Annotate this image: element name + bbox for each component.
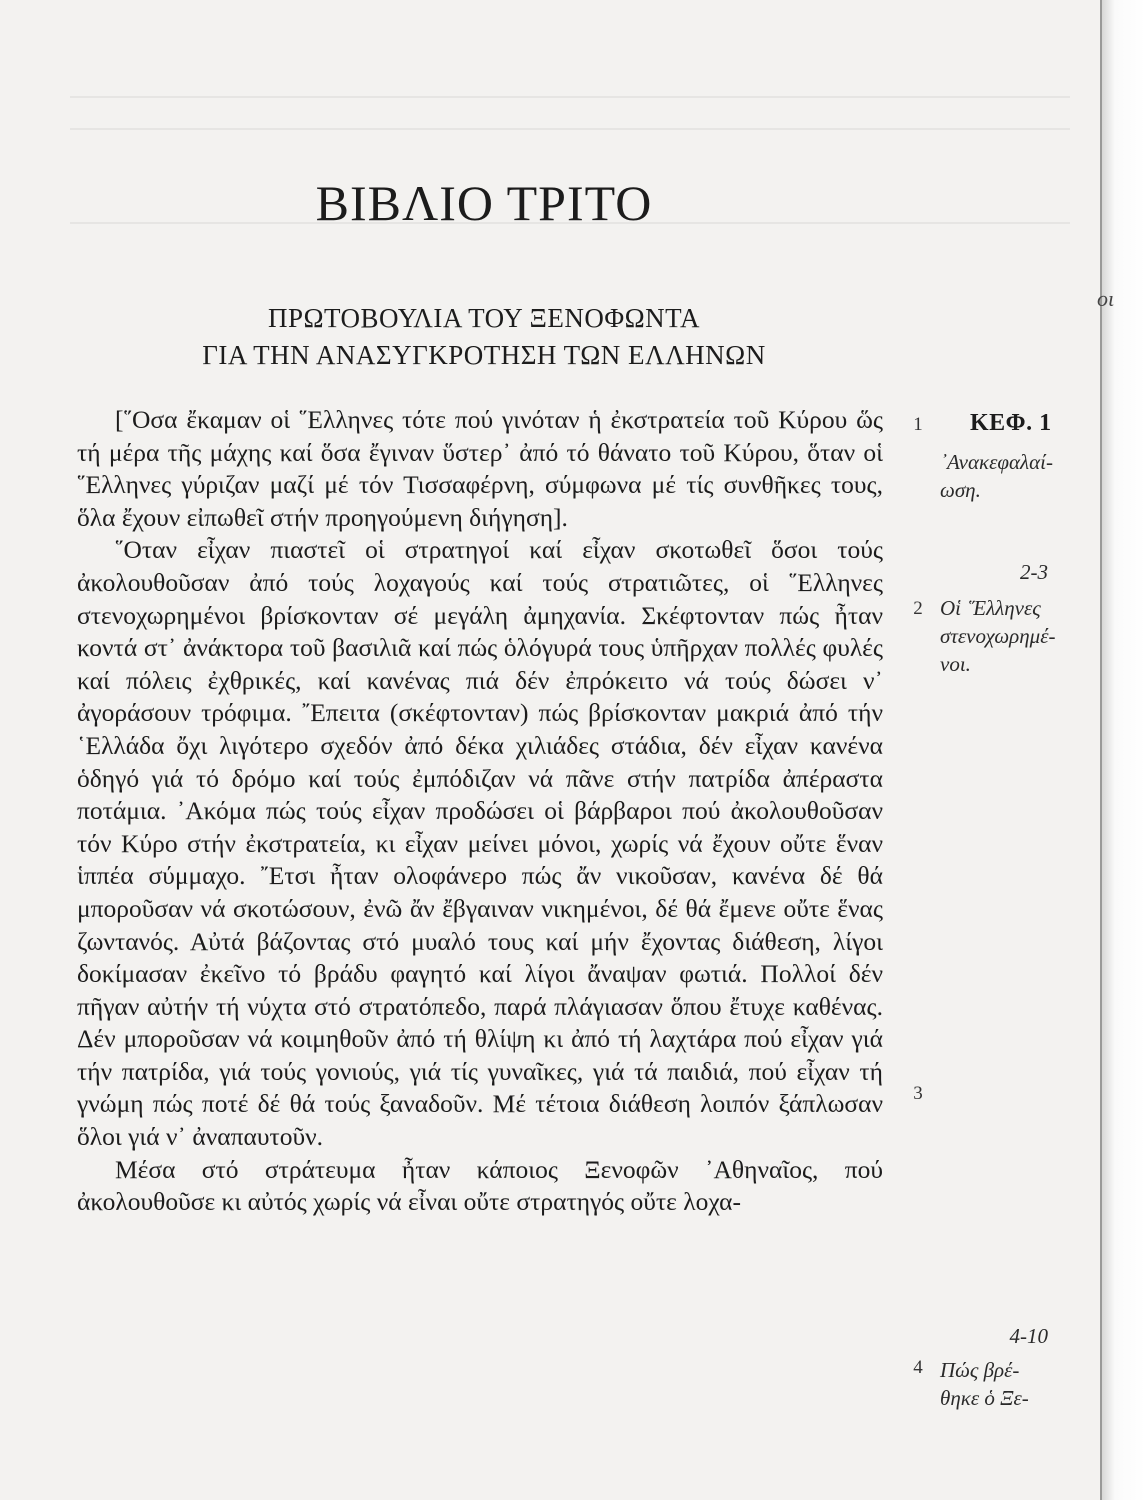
margin-note-xenophon: Πώς βρέ- θηκε ὁ Ξε- [940, 1358, 1029, 1410]
facing-page-fragment: οι [1097, 286, 1115, 311]
show-through-line [70, 96, 1070, 98]
chapter-label: ΚΕΦ. 1 [970, 410, 1052, 436]
margin-note-summary: ᾽Ανακεφαλαί- ωση. [940, 450, 1053, 502]
paragraph-summary: [῞Οσα ἔκαμαν οἱ ῞Ελληνες τότε πού γινόταν ἡ ἐκστρατεία τοῦ Κύρου ὥς τή μέρα τῆς μάχης καί ὅσα ἔγιναν ὕστερ᾽ ἀπό τό θάνατο τοῦ Κύρου, ὅταν οἱ ῞Ελληνες γύριζαν μαζί μέ τόν Τισσαφέρνη, σύμφωνα μέ τίς συνθῆκες τους, ὅλα ἔχουν εἰπωθεῖ στήν προηγούμενη διήγηση]. [77, 405, 883, 532]
section-heading-line-1: ΠΡΩΤΟΒΟΥΛΙΑ ΤΟΥ ΞΕΝΟΦΩΝΤΑ [267, 303, 701, 333]
section-number: 2 [913, 598, 923, 619]
book-title: ΒΙΒΛΙΟ ΤΡΙΤΟ [315, 174, 653, 231]
body-text [77, 404, 883, 1219]
paragraph-greeks-dismay: ῞Οταν εἶχαν πιαστεῖ οἱ στρατηγοί καί εἶχαν σκοτωθεῖ ὅσοι τούς ἀκολουθοῦσαν ἀπό τούς λοχαγούς καί τούς στρατιῶτες, οἱ ῞Ελληνες στενοχωρημένοι βρίσκονταν σέ μεγάλη ἀμηχανία. Σκέφτονταν πώς ἦταν κοντά στ᾽ ἀνάκτορα τοῦ βασιλιᾶ καί πώς ὁλόγυρά τους ὑπῆρχαν πολλές φυλές καί πόλεις ἐχθρικές, καί κανένας πιά δέν ἐπρόκειτο νά τούς δώσει ν᾽ ἀγοράσουν τρόφιμα. ῎Επειτα (σκέφτονταν) πώς βρίσκονταν μακριά ἀπό τήν ῾Ελλάδα ὄχι λιγότερο σχεδόν ἀπό δέκα χιλιάδες στάδια, δέν εἶχαν κανένα ὁδηγό γιά τό δρόμο καί τούς ἐμπόδιζαν νά πᾶνε στήν πατρίδα ἀπέραστα ποτάμια. ᾽Ακόμα πώς τούς εἶχαν προδώσει οἱ βάρβαροι πού ἀκολουθοῦσαν τόν Κύρο στήν ἐκστρατεία, κι εἶχαν μείνει μόνοι, χωρίς νά ἔχουν οὔτε ἕναν ἱππέα σύμμαχο. ῎Ετσι ἦταν ολοφάνερο πώς ἄν νικοῦσαν, κανένα δέ θά μποροῦσαν νά σκοτώσουν, ἐνῶ ἄν ἔβγαιναν νικημένοι, δέ θά ἔμενε οὔτε ἕνας ζωντανός. Αὐτά βάζοντας στό μυαλό τους καί μήν ἔχοντας διάθεση, λίγοι δοκίμασαν ἐκεῖνο τό βράδυ φαγητό καί λίγοι ἄναψαν φωτιά. Πολλοί δέν πῆγαν αὐτήν τή νύχτα στό στρατόπεδο, παρά πλάγιασαν ὅπου ἔτυχε καθένας. Δέν μποροῦσαν νά κοιμηθοῦν ἀπό τή θλίψη κι ἀπό τή λαχτάρα πού εἶχαν γιά τήν πατρίδα, γιά τούς γονιούς, γιά τίς γυναῖκες, γιά τά παιδιά, πού εἶχαν τή γνώμη πώς ποτέ δέ θά τούς ξαναδοῦν. Μέ τέτοια διάθεση λοιπόν ξάπλωσαν ὅλοι γιά ν᾽ ἀναπαυτοῦν. [77, 535, 883, 1152]
page-edge [1100, 0, 1143, 1500]
section-number: 3 [913, 1083, 923, 1104]
section-number: 4 [913, 1357, 923, 1378]
margin-note-range: 4-10 [1009, 1324, 1048, 1348]
section-number: 1 [913, 414, 923, 435]
section-heading-line-2: ΓΙΑ ΤΗΝ ΑΝΑΣΥΓΚΡΟΤΗΣΗ ΤΩΝ ΕΛΛΗΝΩΝ [202, 340, 766, 370]
paragraph-xenophon: Μέσα στό στράτευμα ἦταν κάποιος Ξενοφῶν ᾽Αθηναῖος, πού ἀκολουθοῦσε κι αὐτός χωρίς νά εἶναι οὔτε στρατηγός οὔτε λοχα- [77, 1154, 883, 1217]
show-through-line [70, 128, 1070, 130]
margin-note-range: 2-3 [1020, 560, 1048, 584]
margin-note-greeks: Οἱ ῞Ελληνες στενοχωρημέ- νοι. [940, 596, 1056, 676]
